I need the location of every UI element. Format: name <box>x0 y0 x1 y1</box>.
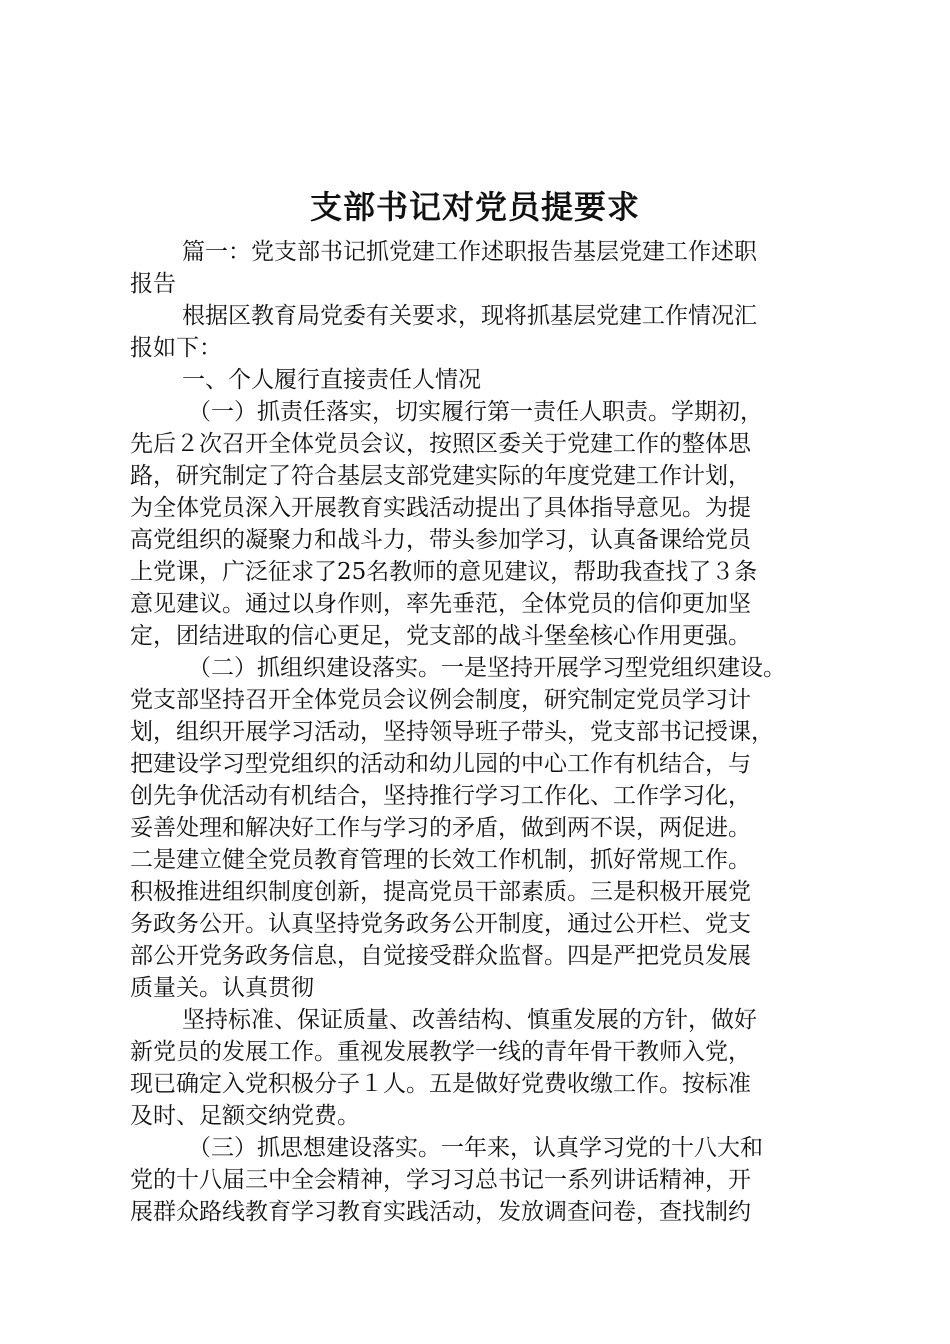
paragraph-line: 展群众路线教育学习教育实践活动，发放调查问卷，查找制约 <box>130 1199 751 1225</box>
paragraph-line: （二）抓组织建设落实。一是坚持开展学习型党组织建设。 <box>188 655 786 681</box>
paragraph-line: （三）抓思想建设落实。一年来，认真学习党的十八大和 <box>188 1135 763 1161</box>
paragraph-line: 党支部坚持召开全体党员会议例会制度，研究制定党员学习计 <box>130 687 751 713</box>
paragraph-line: 意见建议。通过以身作则，率先垂范，全体党员的信仰更加坚 <box>130 591 751 617</box>
paragraph-line: 积极推进组织制度创新，提高党员干部素质。三是积极开展党 <box>130 879 751 905</box>
paragraph-line: （一）抓责任落实，切实履行第一责任人职责。学期初， <box>188 399 763 425</box>
paragraph-line: 新党员的发展工作。重视发展教学一线的青年骨干教师入党， <box>130 1039 751 1065</box>
paragraph-line: 报如下： <box>130 335 222 361</box>
paragraph-line: 划，组织开展学习活动，坚持领导班子带头，党支部书记授课， <box>130 719 774 745</box>
paragraph-line: 部公开党务政务信息，自觉接受群众监督。四是严把党员发展 <box>130 943 751 969</box>
paragraph-line: 路，研究制定了符合基层支部党建实际的年度党建工作计划， <box>130 463 751 489</box>
paragraph-line: 及时、足额交纳党费。 <box>130 1103 360 1129</box>
paragraph-line: 坚持标准、保证质量、改善结构、慎重发展的方针，做好 <box>182 1007 757 1033</box>
paragraph-line: 报告 <box>130 271 176 297</box>
document-title: 支部书记对党员提要求 <box>309 188 640 226</box>
paragraph-line: 上党课，广泛征求了25名教师的意见建议，帮助我查找了３条 <box>130 559 758 585</box>
paragraph-line: 定，团结进取的信心更足，党支部的战斗堡垒核心作用更强。 <box>130 623 751 649</box>
paragraph-line: 二是建立健全党员教育管理的长效工作机制，抓好常规工作。 <box>130 847 751 873</box>
paragraph-line: 质量关。认真贯彻 <box>130 975 314 1001</box>
paragraph-line: 把建设学习型党组织的活动和幼儿园的中心工作有机结合，与 <box>130 751 751 777</box>
document-body <box>130 236 850 1228</box>
paragraph-line: 务政务公开。认真坚持党务政务公开制度，通过公开栏、党支 <box>130 911 751 937</box>
paragraph-line: 篇一：党支部书记抓党建工作述职报告基层党建工作述职 <box>182 239 757 265</box>
section-heading: 一、个人履行直接责任人情况 <box>182 367 481 393</box>
paragraph-line: 创先争优活动有机结合，坚持推行学习工作化、工作学习化， <box>130 783 751 809</box>
paragraph-line: 为全体党员深入开展教育实践活动提出了具体指导意见。为提 <box>130 495 751 521</box>
paragraph-line: 党的十八届三中全会精神，学习习总书记一系列讲话精神，开 <box>130 1167 751 1193</box>
paragraph-line: 高党组织的凝聚力和战斗力，带头参加学习，认真备课给党员 <box>130 527 751 553</box>
paragraph-line: 妥善处理和解决好工作与学习的矛盾，做到两不误，两促进。 <box>130 815 751 841</box>
paragraph-line: 根据区教育局党委有关要求，现将抓基层党建工作情况汇 <box>182 303 757 329</box>
paragraph-line: 现已确定入党积极分子１人。五是做好党费收缴工作。按标准 <box>130 1071 751 1097</box>
paragraph-line: 先后２次召开全体党员会议，按照区委关于党建工作的整体思 <box>130 431 751 457</box>
